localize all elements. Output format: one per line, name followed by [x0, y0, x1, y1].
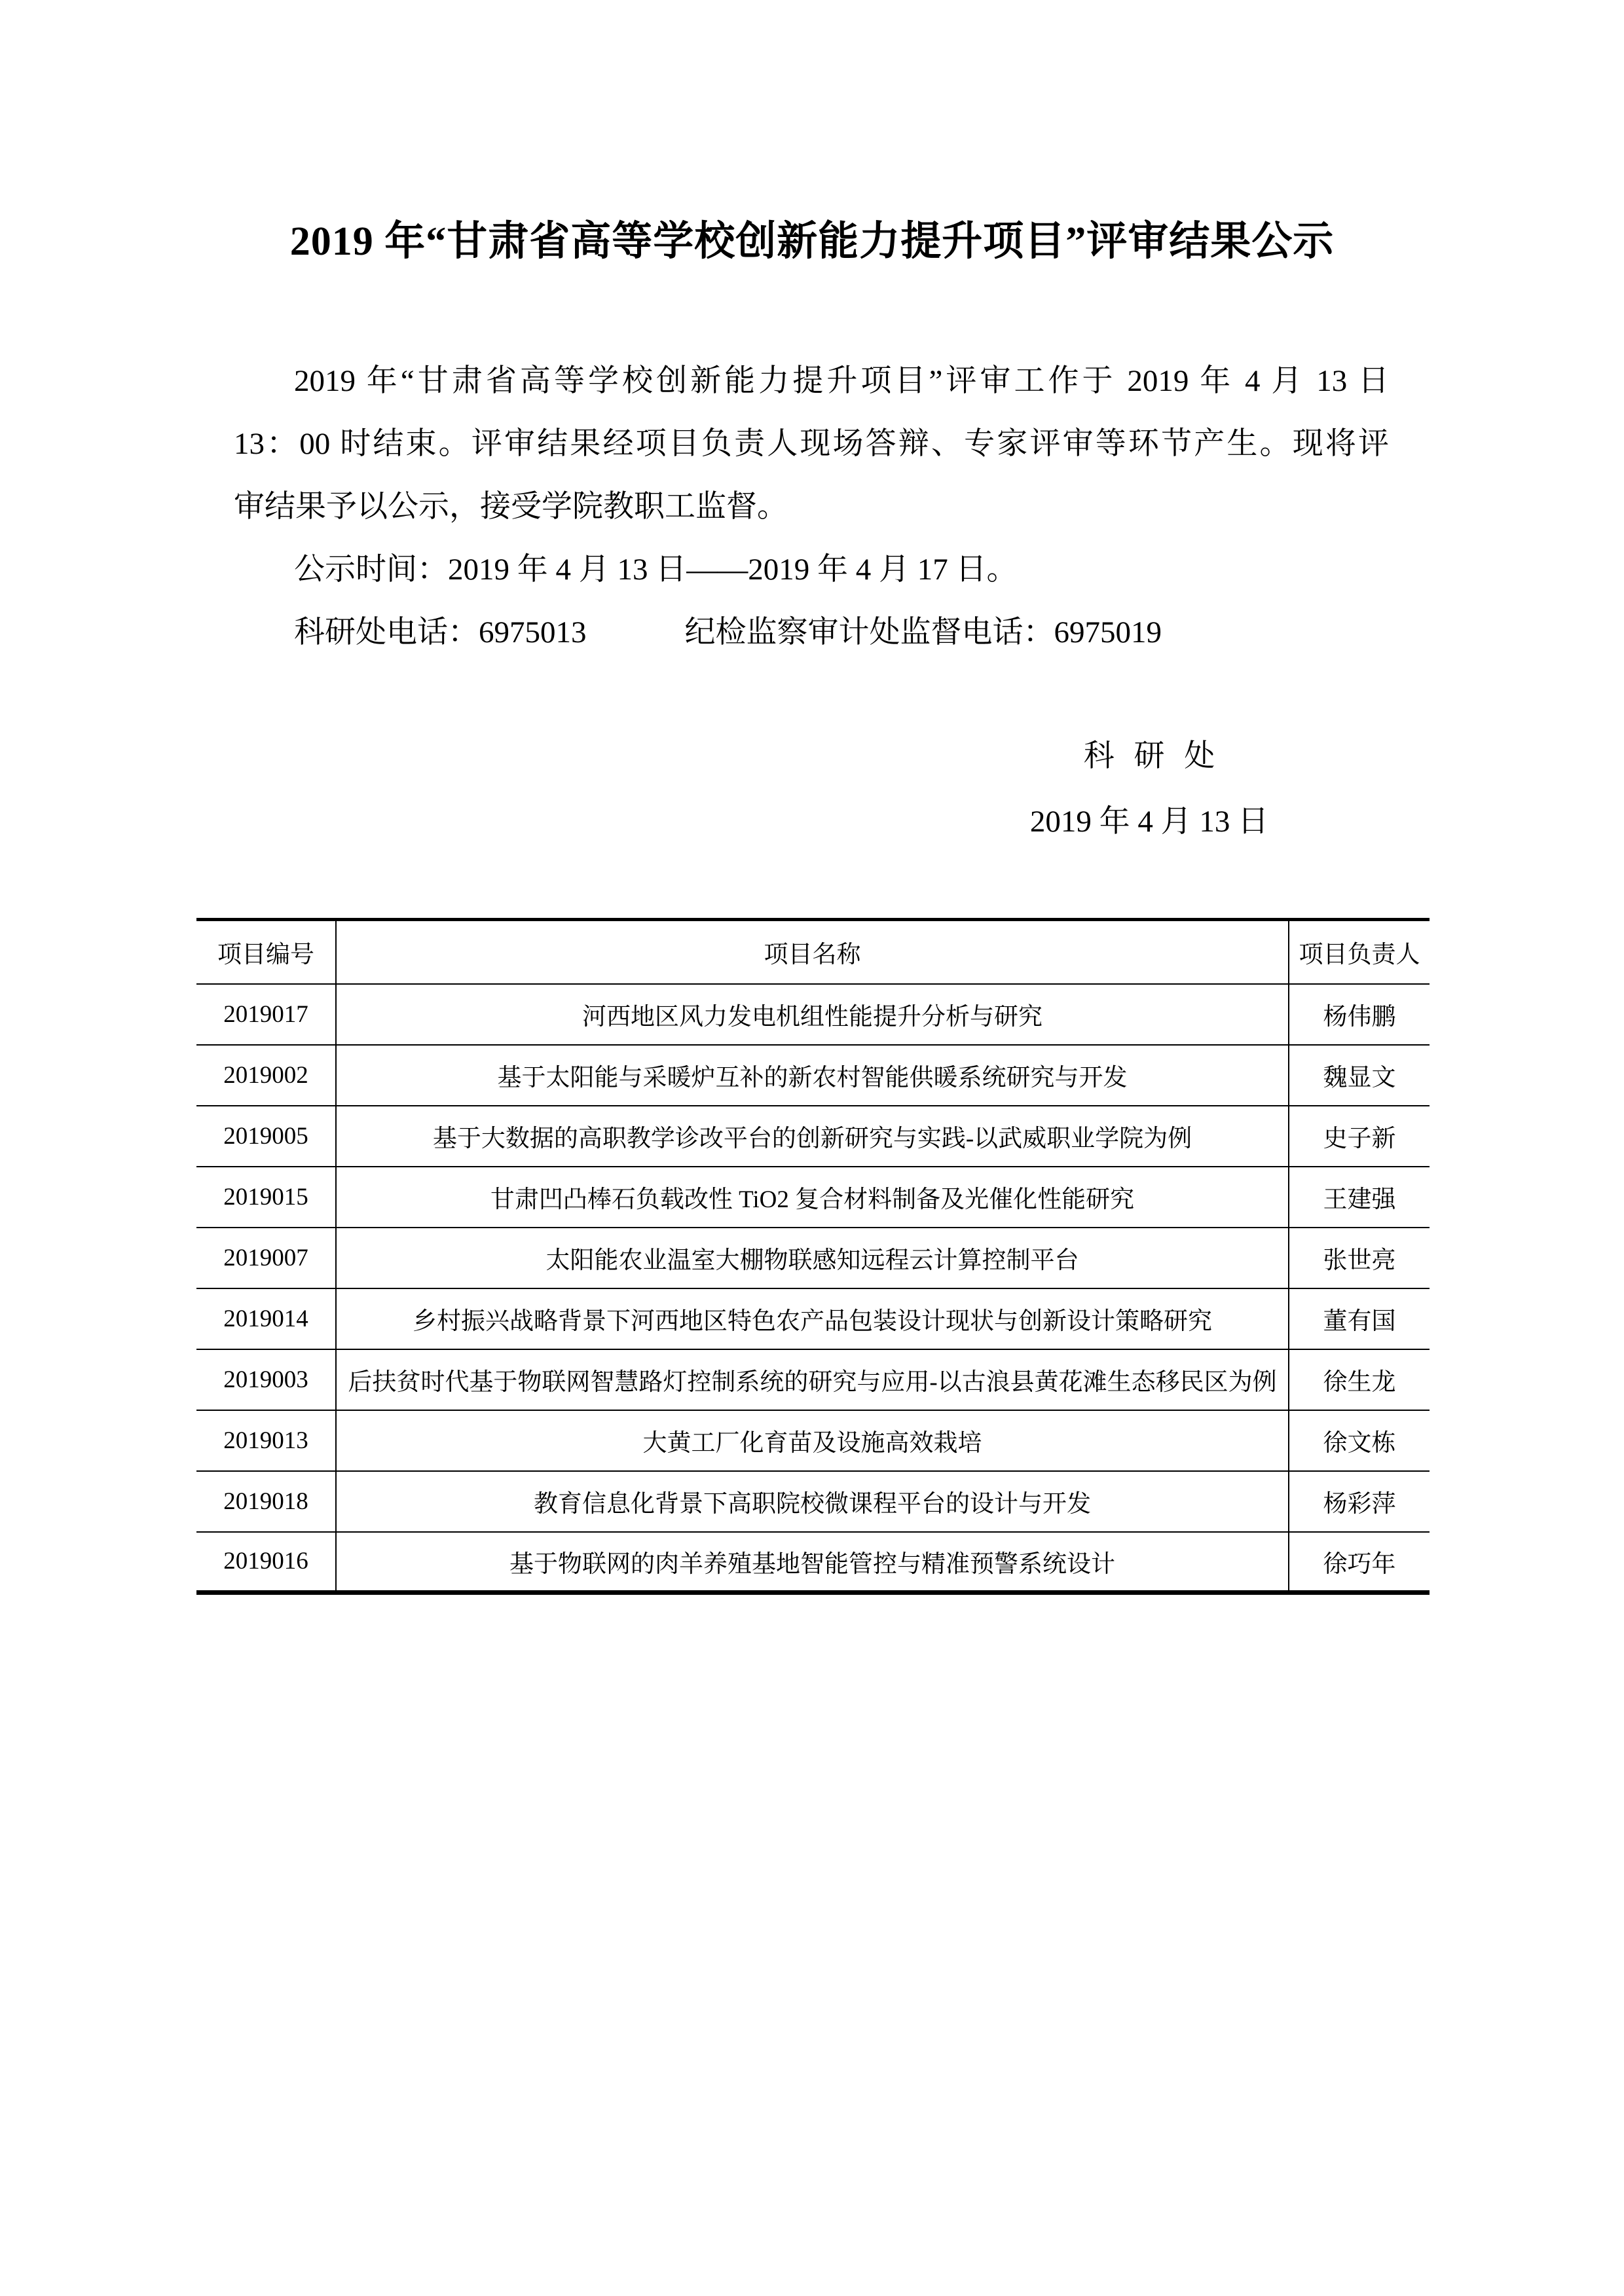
cell-project-name: 教育信息化背景下高职院校微课程平台的设计与开发	[336, 1471, 1289, 1532]
signature-date: 2019 年 4 月 13 日	[1029, 805, 1269, 839]
page-title: 2019 年“甘肃省高等学校创新能力提升项目”评审结果公示	[289, 219, 1335, 264]
cell-project-leader: 杨彩萍	[1289, 1471, 1430, 1532]
table-row	[196, 1288, 1430, 1349]
cell-project-id: 2019003	[196, 1349, 336, 1410]
signature-department: 科 研 处	[1083, 739, 1215, 773]
cell-project-leader: 杨伟鹏	[1289, 984, 1430, 1045]
table-header-row	[196, 920, 1430, 984]
cell-project-leader: 王建强	[1289, 1167, 1430, 1228]
announcement-line: 2019 年“甘肃省高等学校创新能力提升项目”评审工作于 2019 年 4 月 13 日	[294, 364, 1389, 398]
cell-project-name: 基于太阳能与采暖炉互补的新农村智能供暖系统研究与开发	[336, 1045, 1289, 1106]
table-row	[196, 984, 1430, 1045]
table-row	[196, 1532, 1430, 1593]
cell-project-name: 太阳能农业温室大棚物联感知远程云计算控制平台	[336, 1228, 1289, 1288]
cell-project-name: 大黄工厂化育苗及设施高效栽培	[336, 1410, 1289, 1471]
cell-project-id: 2019013	[196, 1410, 336, 1471]
cell-project-id: 2019007	[196, 1228, 336, 1288]
header-project-id: 项目编号	[196, 920, 336, 984]
table-row	[196, 1045, 1430, 1106]
cell-project-id: 2019014	[196, 1288, 336, 1349]
announcement-body	[234, 350, 1389, 664]
cell-project-id: 2019005	[196, 1106, 336, 1167]
table-row	[196, 1167, 1430, 1228]
header-project-leader: 项目负责人	[1299, 941, 1420, 969]
cell-project-id: 2019018	[196, 1471, 336, 1532]
results-table	[196, 918, 1430, 1595]
table-row	[196, 1410, 1430, 1471]
cell-project-name: 河西地区风力发电机组性能提升分析与研究	[336, 984, 1289, 1045]
contact-phones-line	[234, 601, 1389, 664]
cell-project-leader: 徐文栋	[1289, 1410, 1430, 1471]
cell-project-leader: 史子新	[1289, 1106, 1430, 1167]
table-row	[196, 1228, 1430, 1288]
cell-project-id: 2019015	[196, 1167, 336, 1228]
table-row	[196, 1349, 1430, 1410]
announcement-line: 13：00 时结束。评审结果经项目负责人现场答辩、专家评审等环节产生。现将评	[234, 427, 1389, 461]
cell-project-leader: 徐巧年	[1289, 1532, 1430, 1593]
table-row	[196, 1106, 1430, 1167]
cell-project-id: 2019016	[196, 1532, 336, 1593]
cell-project-name: 后扶贫时代基于物联网智慧路灯控制系统的研究与应用-以古浪县黄花滩生态移民区为例	[336, 1349, 1289, 1410]
research-office-phone: 科研处电话：6975013	[294, 615, 587, 649]
header-project-name: 项目名称	[336, 920, 1289, 984]
table-row	[196, 1471, 1430, 1532]
cell-project-leader: 徐生龙	[1289, 1349, 1430, 1410]
supervision-phone: 纪检监察审计处监督电话：6975019	[684, 615, 1162, 649]
cell-project-id: 2019017	[196, 984, 336, 1045]
cell-project-name: 甘肃凹凸棒石负载改性 TiO2 复合材料制备及光催化性能研究	[336, 1167, 1289, 1228]
cell-project-leader: 张世亮	[1289, 1228, 1430, 1288]
announcement-line: 审结果予以公示，接受学院教职工监督。	[234, 490, 788, 524]
cell-project-leader: 董有国	[1289, 1288, 1430, 1349]
signature-block	[920, 723, 1378, 854]
cell-project-name: 乡村振兴战略背景下河西地区特色农产品包装设计现状与创新设计策略研究	[336, 1288, 1289, 1349]
publicity-period-line: 公示时间：2019 年 4 月 13 日——2019 年 4 月 17 日。	[294, 553, 1018, 587]
cell-project-id: 2019002	[196, 1045, 336, 1106]
cell-project-name: 基于大数据的高职教学诊改平台的创新研究与实践-以武威职业学院为例	[336, 1106, 1289, 1167]
cell-project-leader: 魏显文	[1289, 1045, 1430, 1106]
cell-project-name: 基于物联网的肉羊养殖基地智能管控与精准预警系统设计	[336, 1532, 1289, 1593]
